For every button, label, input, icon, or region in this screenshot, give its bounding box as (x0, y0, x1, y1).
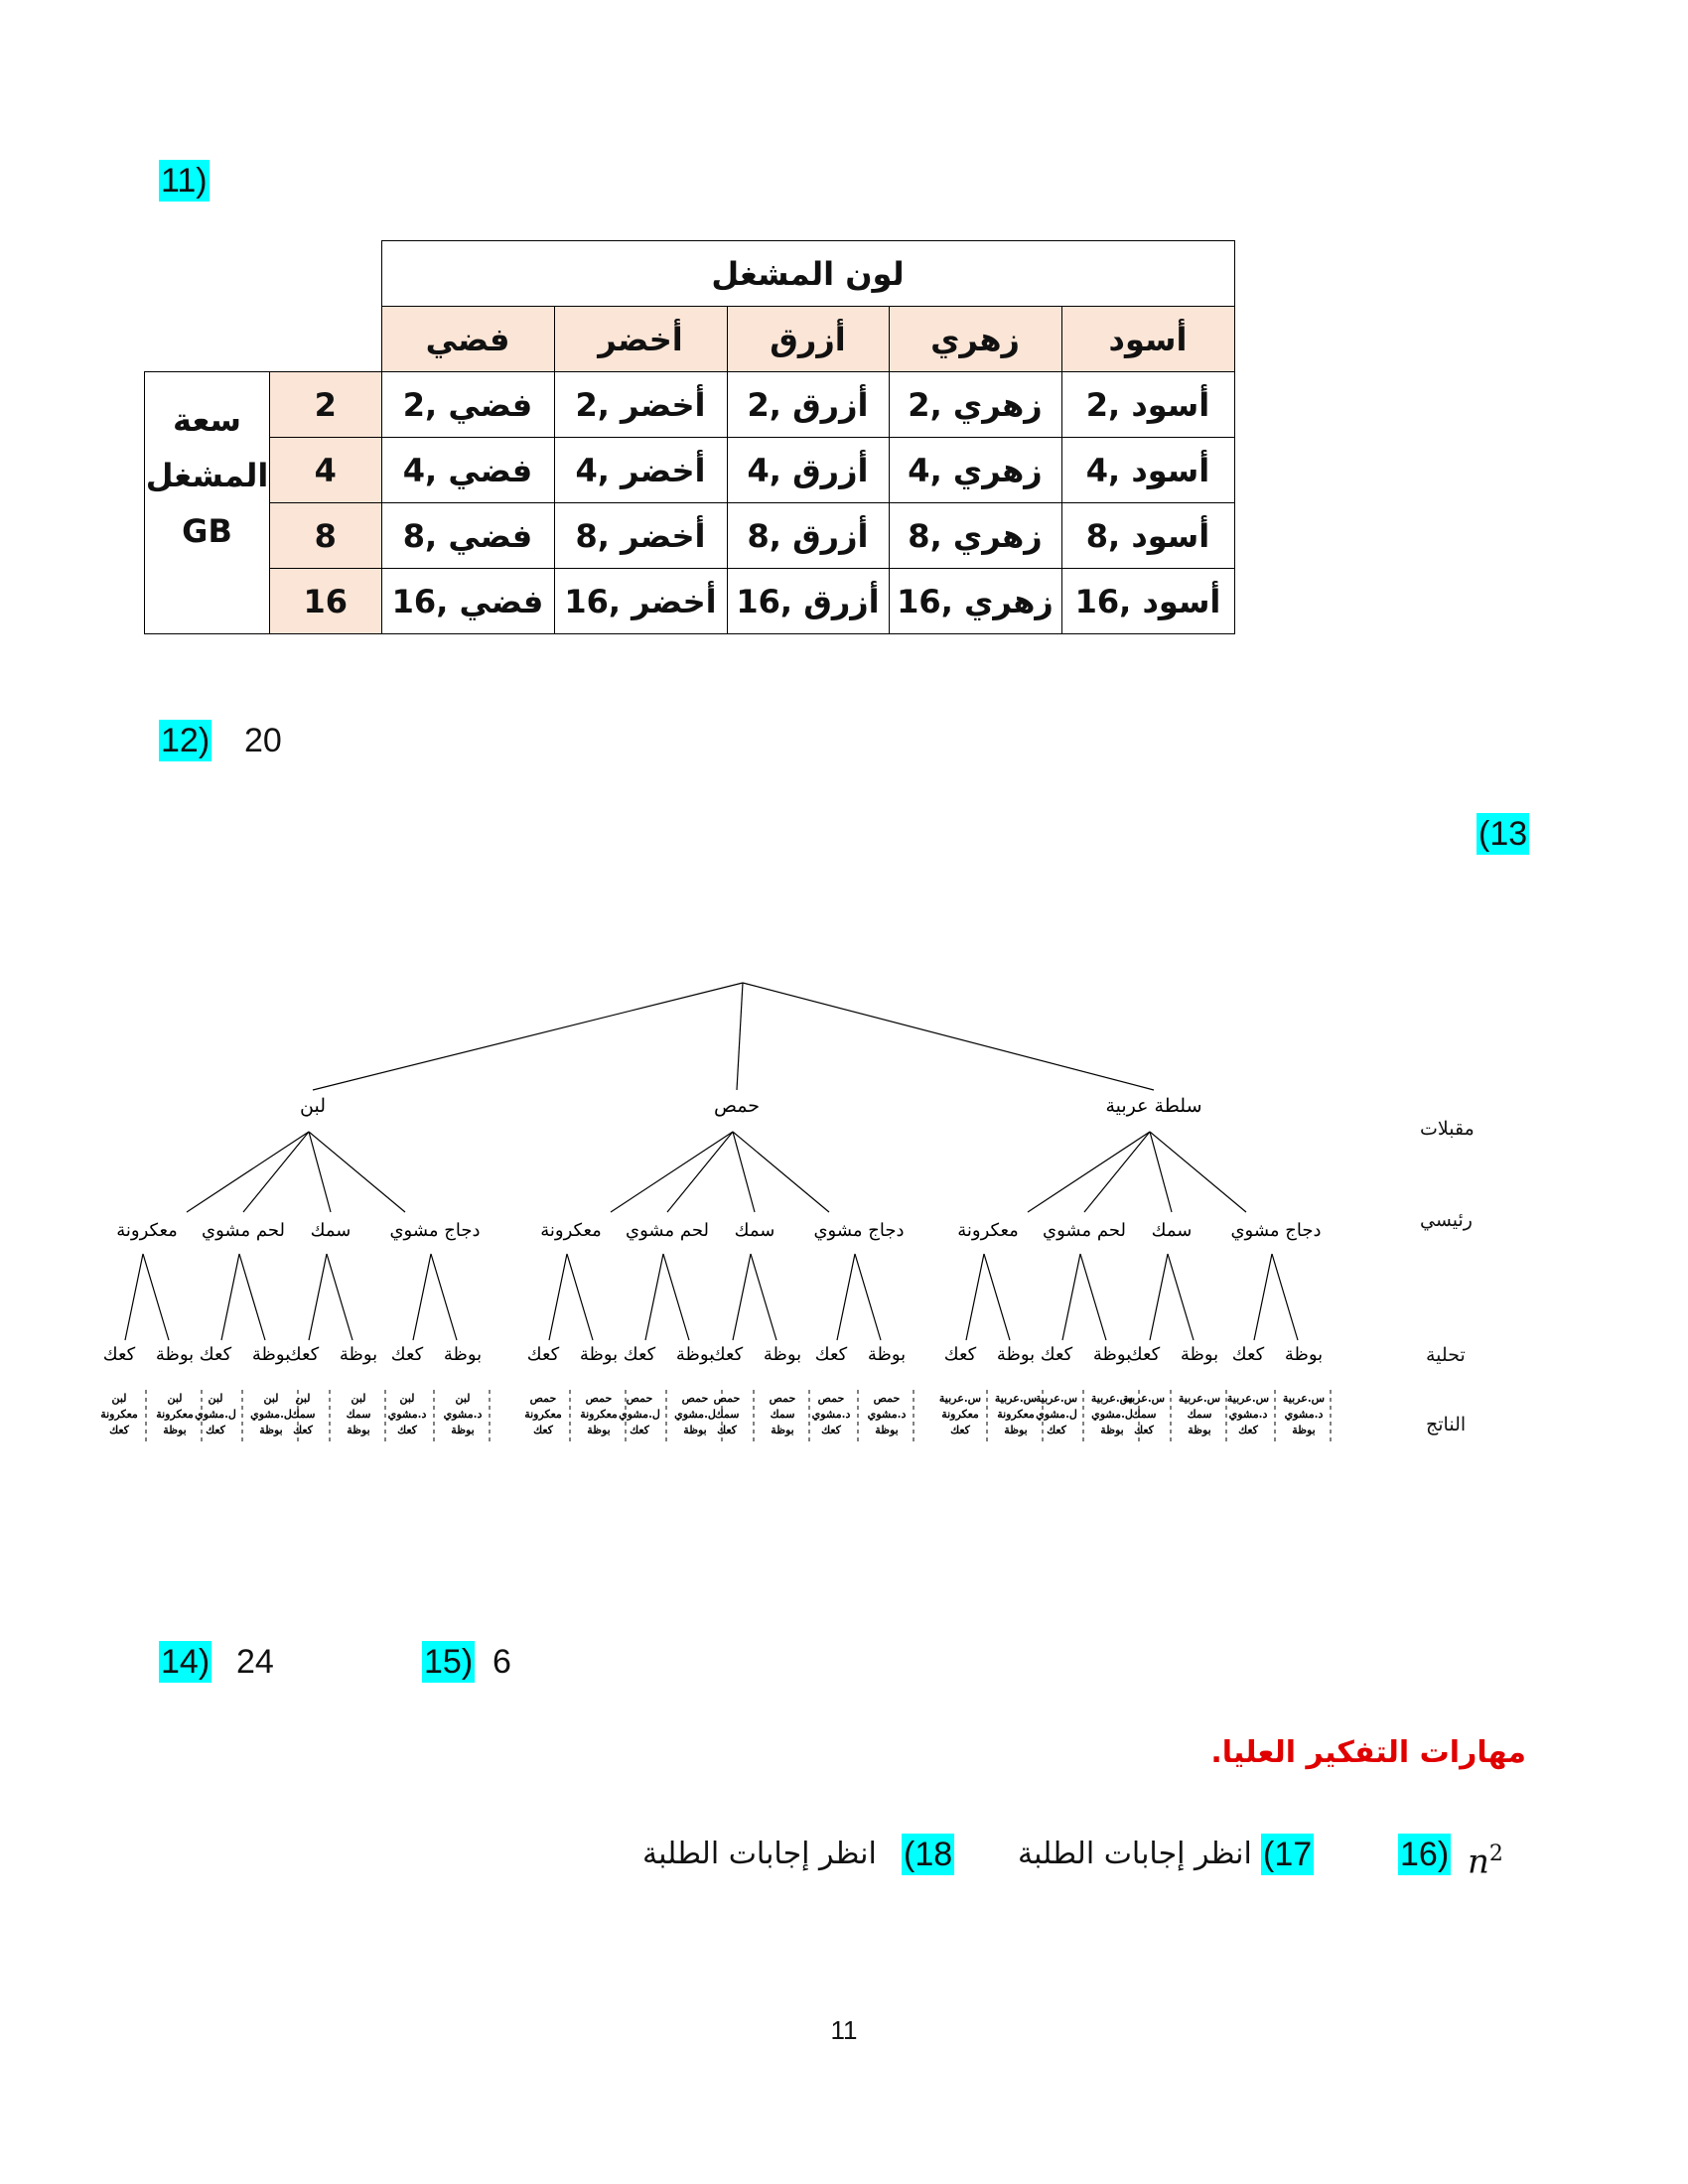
outcome-line: حمص (769, 1392, 796, 1405)
table-cell: أخضر ,8 (554, 503, 727, 569)
outcome-line: لبن (167, 1392, 183, 1405)
question-17-label: (17 (1263, 1836, 1313, 1873)
size-cell: 8 (270, 503, 382, 569)
size-cell: 2 (270, 372, 382, 438)
outcome-line: حمص (873, 1392, 901, 1405)
question-18-label: (18 (904, 1836, 953, 1873)
table-cell: زهري ,16 (889, 569, 1061, 634)
outcome-line: ل.مشوي (195, 1408, 236, 1421)
outcome-line: بوظة (347, 1424, 370, 1436)
main-node: لحم مشوي (202, 1220, 285, 1241)
flash-drive-table (144, 240, 1235, 634)
question-11-label: 11) (161, 162, 208, 200)
branch-line (733, 1132, 755, 1212)
branch-line (663, 1254, 689, 1340)
branch-line (431, 1254, 457, 1340)
branch-line (1272, 1254, 1298, 1340)
table-caption: لون المشغل (381, 241, 1234, 307)
branch-line (667, 1132, 733, 1212)
branch-line (1062, 1254, 1080, 1340)
branch-line (837, 1254, 855, 1340)
outcome-line: ل.مشوي (619, 1408, 660, 1421)
outcome-line: حمص (585, 1392, 613, 1405)
branch-line (751, 1254, 776, 1340)
outcome-line: بوظة (451, 1424, 475, 1436)
dessert-node: كعك (1231, 1344, 1265, 1365)
question-15-answer: 6 (492, 1643, 511, 1681)
dessert-node: كعك (1040, 1344, 1073, 1365)
branch-line (733, 1254, 751, 1340)
outcome-line: سمك (346, 1408, 371, 1421)
outcome-line: كعك (1238, 1424, 1258, 1436)
outcome-line: معكرونة (580, 1408, 618, 1421)
branch-line (855, 1254, 881, 1340)
outcome-line: د.مشوي (1284, 1408, 1324, 1421)
branch-line (309, 1132, 405, 1212)
outcome-line: كعك (950, 1424, 970, 1436)
branch-line (313, 983, 743, 1090)
dessert-node: كعك (286, 1344, 320, 1365)
branch-line (549, 1254, 567, 1340)
branch-line (1080, 1254, 1106, 1340)
main-node: سمك (1151, 1220, 1193, 1241)
outcome-line: بوظة (587, 1424, 611, 1436)
branch-line (221, 1254, 239, 1340)
table-cell: فضي ,8 (381, 503, 554, 569)
outcome-line: كعك (109, 1424, 129, 1436)
table-cell: زهري ,2 (889, 372, 1061, 438)
outcome-line: بوظة (259, 1424, 283, 1436)
branch-line (309, 1254, 327, 1340)
outcome-line: كعك (533, 1424, 553, 1436)
outcome-line: د.مشوي (1228, 1408, 1268, 1421)
dessert-node: بوظة (675, 1344, 715, 1365)
outcome-line: معكرونة (997, 1408, 1035, 1421)
table-cell: أخضر ,2 (554, 372, 727, 438)
outcome-line: بوظة (1188, 1424, 1211, 1436)
branch-line (1150, 1132, 1246, 1212)
dessert-node: بوظة (251, 1344, 291, 1365)
question-14-answer: 24 (236, 1643, 274, 1681)
main-node: دجاج مشوي (1230, 1220, 1322, 1241)
outcome-line: س.عربية (938, 1392, 982, 1405)
level-label-appetizers: مقبلات (1420, 1118, 1475, 1140)
branch-line (309, 1132, 331, 1212)
outcome-line: سمك (770, 1408, 795, 1421)
branch-line (567, 1254, 593, 1340)
outcome-line: بوظة (875, 1424, 899, 1436)
outcome-line: د.مشوي (811, 1408, 851, 1421)
color-header: أزرق (727, 307, 889, 372)
table-cell: زهري ,4 (889, 438, 1061, 503)
outcome-line: بوظة (1292, 1424, 1316, 1436)
table-cell: أخضر ,16 (554, 569, 727, 634)
question-12-answer: 20 (244, 722, 282, 759)
outcome-line: سمك (1187, 1408, 1212, 1421)
outcome-line: س.عربية (1282, 1392, 1326, 1405)
outcome-line: ل.مشوي (1091, 1408, 1133, 1421)
branch-line (1168, 1254, 1194, 1340)
dessert-node: بوظة (1092, 1344, 1132, 1365)
question-18-answer: انظر إجابات الطلبة (642, 1837, 877, 1871)
table-cell: فضي ,16 (381, 569, 554, 634)
outcome-line: معكرونة (941, 1408, 979, 1421)
outcome-line: سمك (1131, 1408, 1157, 1421)
branch-line (413, 1254, 431, 1340)
outcome-line: كعك (1047, 1424, 1066, 1436)
table-cell: أخضر ,4 (554, 438, 727, 503)
outcome-line: لبن (208, 1392, 223, 1405)
main-node: دجاج مشوي (813, 1220, 905, 1241)
dessert-node: بوظة (996, 1344, 1036, 1365)
outcome-line: كعك (630, 1424, 649, 1436)
branch-line (243, 1132, 309, 1212)
outcome-line: لبن (111, 1392, 127, 1405)
branch-line (187, 1132, 309, 1212)
outcome-line: بوظة (163, 1424, 187, 1436)
table-cell: أزرق ,8 (727, 503, 889, 569)
outcome-line: ل.مشوي (250, 1408, 292, 1421)
level-label-outcome: الناتج (1426, 1414, 1467, 1435)
question-16-answer: $n^2$ (1468, 1842, 1503, 1882)
table-cell: زهري ,8 (889, 503, 1061, 569)
color-header: أسود (1061, 307, 1234, 372)
dessert-node: كعك (102, 1344, 136, 1365)
outcome-line: سمك (714, 1408, 740, 1421)
branch-line (1150, 1132, 1172, 1212)
outcome-line: حمص (529, 1392, 557, 1405)
main-node: لحم مشوي (1043, 1220, 1126, 1241)
outcome-line: د.مشوي (387, 1408, 427, 1421)
outcome-line: سمك (290, 1408, 316, 1421)
branch-line (1084, 1132, 1150, 1212)
question-12-label: 12) (161, 722, 211, 759)
dessert-node: بوظة (339, 1344, 378, 1365)
branch-line (984, 1254, 1010, 1340)
outcome-line: معكرونة (156, 1408, 194, 1421)
table-cell: أزرق ,4 (727, 438, 889, 503)
question-15-label: 15) (424, 1643, 474, 1681)
dessert-node: كعك (390, 1344, 424, 1365)
outcome-line: لبن (399, 1392, 415, 1405)
outcome-line: بوظة (1100, 1424, 1124, 1436)
dessert-node: كعك (814, 1344, 848, 1365)
outcome-line: لبن (455, 1392, 471, 1405)
size-cell: 4 (270, 438, 382, 503)
main-node: لحم مشوي (626, 1220, 709, 1241)
outcome-line: بوظة (771, 1424, 794, 1436)
branch-line (1150, 1254, 1168, 1340)
outcome-line: كعك (1134, 1424, 1154, 1436)
dessert-node: كعك (199, 1344, 232, 1365)
outcome-line: ل.مشوي (674, 1408, 716, 1421)
outcome-line: حمص (817, 1392, 845, 1405)
branch-line (143, 1254, 169, 1340)
row-label: سعة المشغل GB (145, 372, 270, 634)
main-node: معكرونة (957, 1220, 1019, 1241)
outcome-line: لبن (263, 1392, 279, 1405)
outcome-line: حمص (626, 1392, 653, 1405)
outcome-line: س.عربية (1090, 1392, 1134, 1405)
outcome-line: بوظة (683, 1424, 707, 1436)
dessert-node: بوظة (443, 1344, 483, 1365)
question-14-label: 14) (161, 1643, 211, 1681)
branch-line (327, 1254, 352, 1340)
outcome-line: حمص (681, 1392, 709, 1405)
color-header: أخضر (554, 307, 727, 372)
size-cell: 16 (270, 569, 382, 634)
outcome-line: كعك (717, 1424, 737, 1436)
level-label-desserts: تحلية (1426, 1344, 1466, 1366)
dessert-node: كعك (526, 1344, 560, 1365)
main-node: معكرونة (540, 1220, 602, 1241)
outcome-line: س.عربية (1178, 1392, 1221, 1405)
outcome-line: س.عربية (1226, 1392, 1270, 1405)
table-cell: أسود ,16 (1061, 569, 1234, 634)
question-17-answer: انظر إجابات الطلبة (1018, 1837, 1252, 1871)
question-16-label: 16) (1400, 1836, 1450, 1873)
dessert-node: كعك (943, 1344, 977, 1365)
color-header: فضي (381, 307, 554, 372)
appetizer-node: حمص (713, 1095, 761, 1117)
main-node: سمك (734, 1220, 775, 1241)
dessert-node: بوظة (867, 1344, 907, 1365)
outcome-line: س.عربية (1035, 1392, 1078, 1405)
main-node: دجاج مشوي (389, 1220, 481, 1241)
outcome-line: لبن (351, 1392, 366, 1405)
level-label-mains: رئيسي (1420, 1209, 1473, 1231)
outcome-line: د.مشوي (443, 1408, 483, 1421)
branch-line (1254, 1254, 1272, 1340)
dessert-node: بوظة (579, 1344, 619, 1365)
main-node: سمك (310, 1220, 352, 1241)
dessert-node: كعك (623, 1344, 656, 1365)
table-cell: فضي ,4 (381, 438, 554, 503)
hots-title: مهارات التفكير العليا. (1210, 1735, 1526, 1770)
branch-line (611, 1132, 733, 1212)
branch-line (645, 1254, 663, 1340)
branch-line (966, 1254, 984, 1340)
question-13-label: (13 (1478, 815, 1528, 853)
table-cell: أسود ,4 (1061, 438, 1234, 503)
branch-line (733, 1132, 829, 1212)
outcome-line: كعك (397, 1424, 417, 1436)
table-cell: أسود ,2 (1061, 372, 1234, 438)
outcome-line: س.عربية (1122, 1392, 1166, 1405)
outcome-line: حمص (713, 1392, 741, 1405)
outcome-line: معكرونة (100, 1408, 138, 1421)
outcome-line: د.مشوي (867, 1408, 907, 1421)
table-cell: أزرق ,2 (727, 372, 889, 438)
table-cell: أسود ,8 (1061, 503, 1234, 569)
appetizer-node: لبن (300, 1095, 326, 1117)
page-number: 11 (830, 2015, 858, 2045)
dessert-node: بوظة (763, 1344, 802, 1365)
branch-line (1028, 1132, 1150, 1212)
dessert-node: بوظة (155, 1344, 195, 1365)
table-cell: فضي ,2 (381, 372, 554, 438)
dessert-node: كعك (710, 1344, 744, 1365)
branch-line (737, 983, 743, 1090)
outcome-line: س.عربية (994, 1392, 1038, 1405)
branch-line (125, 1254, 143, 1340)
outcome-line: ل.مشوي (1036, 1408, 1077, 1421)
outcome-line: بوظة (1004, 1424, 1028, 1436)
dessert-node: بوظة (1284, 1344, 1324, 1365)
outcome-line: معكرونة (524, 1408, 562, 1421)
branch-line (743, 983, 1154, 1090)
dessert-node: بوظة (1180, 1344, 1219, 1365)
appetizer-node: سلطة عربية (1105, 1095, 1202, 1117)
outcome-line: كعك (206, 1424, 225, 1436)
dessert-node: كعك (1127, 1344, 1161, 1365)
outcome-line: لبن (295, 1392, 311, 1405)
main-node: معكرونة (116, 1220, 178, 1241)
table-cell: أزرق ,16 (727, 569, 889, 634)
branch-line (239, 1254, 265, 1340)
outcome-line: كعك (293, 1424, 313, 1436)
color-header: زهري (889, 307, 1061, 372)
outcome-line: كعك (821, 1424, 841, 1436)
